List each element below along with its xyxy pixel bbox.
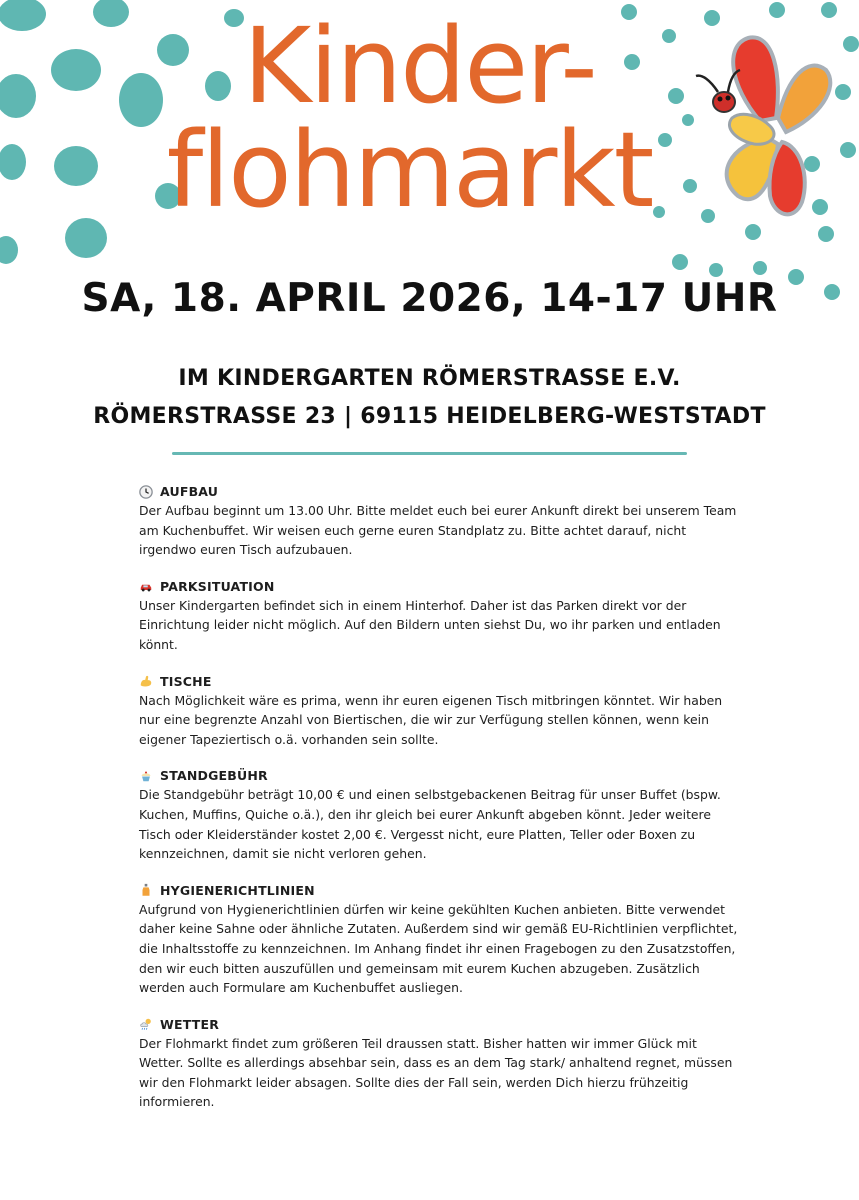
section-text: Aufgrund von Hygienerichtlinien dürfen wir keine gekühlten Kuchen anbieten. Bitte verwendet daher keine Sahne oder ähnliche Zutaten. Außerdem sind wir gemäß EU-Richtlinien verpflichtet, die Inhaltsstoffe zu kennzeichnen. Im Anhang findet ihr einen Fragebogen zu den Zusatzstoffen, den wir euch bitten auszufüllen und gemeinsam mit eurem Kuchen abzugeben. Zusätzlich werden auch Formulare am Kuchenbuffet ausliegen. [139,901,738,996]
title-line-2: flohmarkt [166,109,653,231]
section-parksituation [139,577,739,655]
info-sections [139,482,739,1129]
event-venue [0,360,859,436]
section-heading: WETTER [160,1016,220,1032]
section-heading: STANDGEBÜHR [160,768,268,784]
title-line-1: Kinder- [243,5,596,127]
sun-behind-rain-cloud-icon [139,1017,153,1031]
section-text: Nach Möglichkeit wäre es prima, wenn ihr euren eigenen Tisch mitbringen könntet. Wir haben nur eine begrenzte Anzahl von Biertischen, die wir zur Verfügung stellen können, wenn kein eigener Tapeziertisch o.ä. vorhanden sein sollte. [139,692,723,747]
section-aufbau [139,482,739,560]
section-heading: HYGIENERICHTLINIEN [160,882,315,898]
section-tische [139,672,739,750]
clock-icon [139,485,153,499]
section-standgebuehr [139,766,739,863]
flexed-biceps-icon [139,674,153,688]
section-heading: PARKSITUATION [160,578,275,594]
cupcake-icon [139,769,153,783]
section-text: Die Standgebühr beträgt 10,00 € und einen selbstgebackenen Beitrag für unser Buffet (bspw. Kuchen, Muffins, Quiche o.ä.), den ihr gleich bei eurer Ankunft abgeben könnt. Jeder weitere Tisch oder Kleiderständer kostet 2,00 €. Vergesst nicht, eure Platten, Teller oder Boxen zu kennzeichnen, damit sie nicht verloren gehen. [139,787,721,862]
soap-bottle-icon [139,883,153,897]
section-text: Der Flohmarkt findet zum größeren Teil draussen statt. Bisher hatten wir immer Glück mit Wetter. Sollte es allerdings absehbar sein, dass es an dem Tag stark/ anhaltend regnet, müssen wir den Flohmarkt leider absagen. Sollte dies der Fall sein, werden Dich hierzu frühzeitig informieren. [139,1035,733,1110]
venue-name: IM KINDERGARTEN RÖMERSTRASSE E.V. [178,366,681,391]
section-hygienerichtlinien [139,881,739,998]
section-divider [172,452,687,455]
car-icon [139,579,153,593]
butterfly-drawing-icon [690,26,840,226]
section-heading: AUFBAU [160,484,219,499]
event-date-time: SA, 18. APRIL 2026, 14-17 UHR [81,276,778,321]
section-heading: TISCHE [160,673,212,689]
section-text: Unser Kindergarten befindet sich in einem Hinterhof. Daher ist das Parken direkt vor der Einrichtung leider nicht möglich. Auf den Bildern unten siehst Du, wo ihr parken und entladen könnt. [139,597,721,652]
section-wetter [139,1015,739,1112]
section-text: Der Aufbau beginnt um 13.00 Uhr. Bitte meldet euch bei eurer Ankunft direkt bei unserem Team am Kuchenbuffet. Wir weisen euch gerne euren Standplatz zu. Bitte achtet darauf, nicht irgendwo euren Tisch aufzubauen. [139,503,737,558]
venue-address: RÖMERSTRASSE 23 | 69115 HEIDELBERG-WESTSTADT [93,404,766,429]
